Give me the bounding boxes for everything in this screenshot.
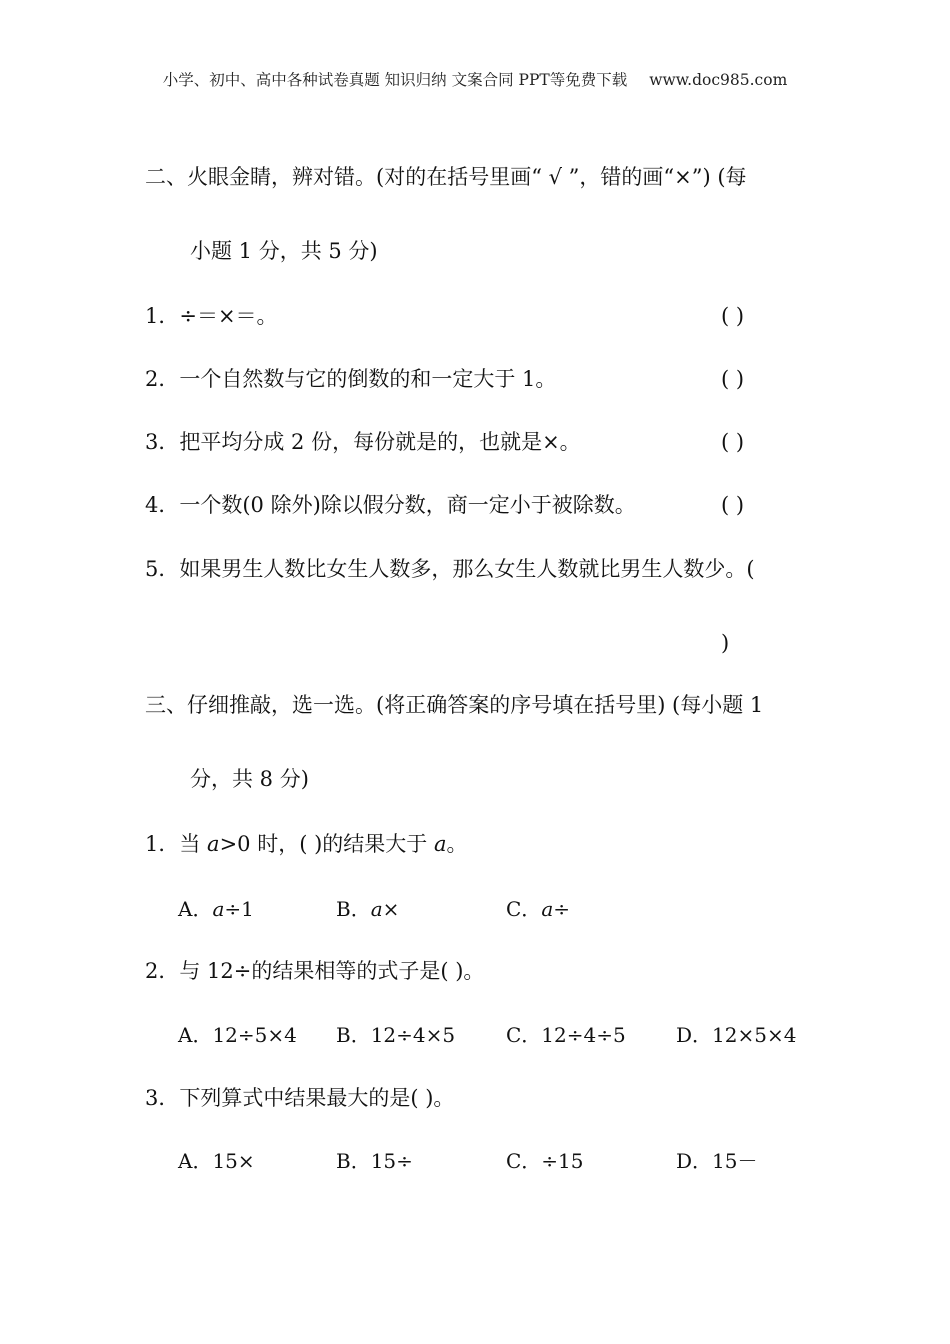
tf-answer-blank-2[interactable]: ( ): [721, 367, 745, 391]
section2-title: 二、火眼金睛，辨对错。(对的在括号里画“ √ ”，错的画“×”) (每: [145, 165, 747, 189]
option-rest: ÷: [553, 897, 571, 921]
tf-item-1: 1．÷＝×＝。: [145, 304, 278, 328]
mc-question-2: 2．与 12÷的结果相等的式子是( )。: [145, 959, 485, 983]
option-label: C．: [506, 897, 542, 921]
header-text: 小学、初中、高中各种试卷真题 知识归纳 文案合同 PPT等免费下载: [162, 71, 628, 89]
tf-answer-blank-1[interactable]: ( ): [721, 304, 745, 328]
q3-option-a[interactable]: A．15×: [178, 1149, 255, 1173]
option-rest: ×: [382, 897, 400, 921]
tf-item-4: 4．一个数(0 除外)除以假分数，商一定小于被除数。: [145, 493, 636, 517]
option-label: B．: [336, 897, 371, 921]
option-rest: ÷1: [224, 897, 254, 921]
section2-title-cont: 小题 1 分，共 5 分): [190, 239, 378, 263]
tf-answer-blank-3[interactable]: ( ): [721, 430, 745, 454]
option-var: a: [370, 897, 383, 921]
q1-var2: a: [433, 832, 447, 856]
q1-option-a[interactable]: [178, 895, 254, 923]
tf-item-5: 5．如果男生人数比女生人数多，那么女生人数就比男生人数少。(: [145, 557, 755, 581]
option-var: a: [212, 897, 225, 921]
q1-var: a: [207, 832, 220, 856]
option-label: A．: [178, 897, 213, 921]
tf-answer-blank-5[interactable]: ): [721, 631, 730, 655]
q3-option-b[interactable]: B．15÷: [336, 1149, 413, 1173]
tf-item-2: 2．一个自然数与它的倒数的和一定大于 1。: [145, 367, 557, 391]
header-site: www.doc985.com: [649, 71, 788, 89]
section3-title-cont: 分，共 8 分): [190, 767, 309, 791]
section3-title: 三、仔细推敲，选一选。(将正确答案的序号填在括号里) (每小题 1: [145, 693, 764, 717]
q1-prefix: 1．当: [145, 832, 208, 856]
q2-option-d[interactable]: D．12×5×4: [676, 1023, 797, 1047]
mc-question-3: 3．下列算式中结果最大的是( )。: [145, 1086, 455, 1110]
q2-option-c[interactable]: C．12÷4÷5: [506, 1023, 626, 1047]
option-var: a: [541, 897, 554, 921]
q1-mid: >0 时，( )的结果大于: [219, 832, 434, 856]
q2-option-a[interactable]: A．12÷5×4: [178, 1023, 297, 1047]
q3-option-c[interactable]: C．÷15: [506, 1149, 584, 1173]
page-header: [0, 68, 950, 90]
q1-option-b[interactable]: [336, 895, 399, 923]
q2-option-b[interactable]: B．12÷4×5: [336, 1023, 456, 1047]
q3-option-d[interactable]: D．15－: [676, 1149, 758, 1173]
tf-item-3: 3．把平均分成 2 份，每份就是的，也就是×。: [145, 430, 581, 454]
mc-question-1: [145, 830, 467, 858]
q1-suffix: 。: [446, 832, 468, 856]
q1-option-c[interactable]: [506, 895, 570, 923]
tf-answer-blank-4[interactable]: ( ): [721, 493, 745, 517]
